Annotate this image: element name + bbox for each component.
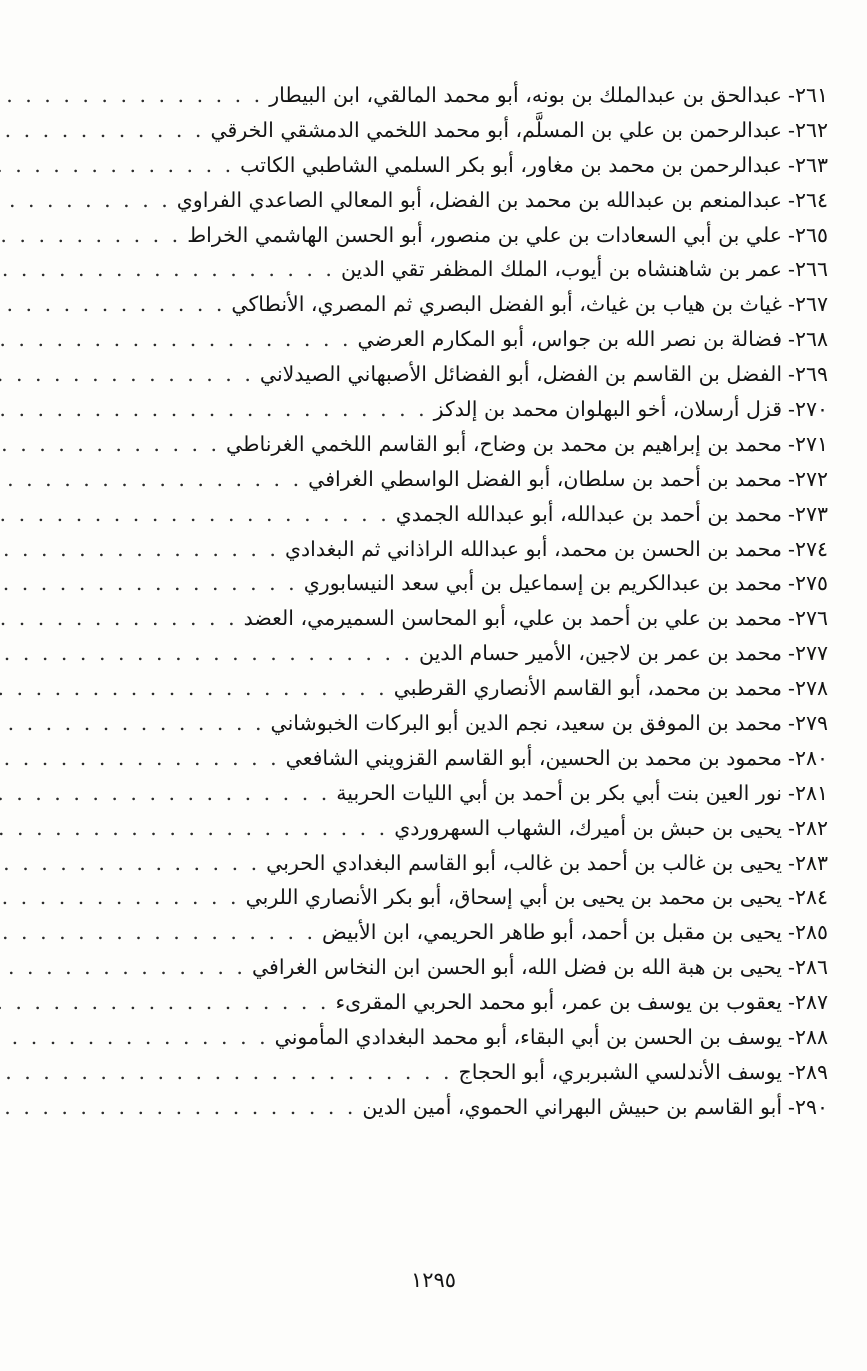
entry-title: علي بن أبي السعادات بن علي بن منصور، أبو الحسن الهاشمي الخراط xyxy=(187,222,783,247)
entry-number: ٢٧٣ xyxy=(794,501,828,526)
toc-entry xyxy=(88,1090,828,1125)
dot-leader xyxy=(0,706,265,741)
entry-dash: - xyxy=(788,501,795,526)
toc-entry xyxy=(88,252,828,287)
dot-leader xyxy=(0,462,302,497)
entry-dash: - xyxy=(788,885,795,910)
entry-number: ٢٧٧ xyxy=(794,641,828,666)
entry-title: عبدالرحمن بن علي بن المسلَّم، أبو محمد اللخمي الدمشقي الخرقي xyxy=(210,117,783,142)
entry-title: عبدالحق بن عبدالملك بن بونه، أبو محمد المالقي، ابن البيطار xyxy=(269,83,783,107)
entry-dash: - xyxy=(788,292,795,317)
entry-number: ٢٨١ xyxy=(794,780,828,805)
entry-number: ٢٧٩ xyxy=(794,711,828,736)
entry-title: أبو القاسم بن حبيش البهراني الحموي، أمين الدين xyxy=(362,1094,783,1119)
entry-dash: - xyxy=(788,815,795,840)
entry-title: يوسف بن الحسن بن أبي البقاء، أبو محمد البغدادي المأموني xyxy=(274,1025,783,1050)
entry-title: محمد بن الموفق بن سعيد، نجم الدين أبو البركات الخبوشاني xyxy=(270,711,783,736)
entry-dash: - xyxy=(788,990,795,1015)
entry-dash: - xyxy=(788,641,795,666)
entry-number: ٢٦٣ xyxy=(794,152,828,177)
entry-number: ٢٦٥ xyxy=(794,222,828,247)
entry-title: عبدالمنعم بن عبدالله بن محمد بن الفضل، أبو المعالي الصاعدي الفراوي xyxy=(176,187,783,212)
dot-leader xyxy=(0,392,428,427)
entry-dash: - xyxy=(788,850,795,875)
toc-entry xyxy=(88,462,828,497)
entry-dash: - xyxy=(788,1025,795,1050)
toc-entry xyxy=(88,218,828,253)
entry-title: الفضل بن القاسم بن الفضل، أبو الفضائل الأصبهاني الصيدلاني xyxy=(259,362,783,387)
entry-title: قزل أرسلان، أخو البهلوان محمد بن إلدكز xyxy=(433,397,783,422)
dot-leader xyxy=(0,252,335,287)
page-number: ١٢٩٥ xyxy=(410,1268,457,1292)
entry-title: عبدالرحمن بن محمد بن مغاور، أبو بكر السلمي الشاطبي الكاتب xyxy=(240,152,783,177)
dot-leader xyxy=(0,915,316,950)
entry-title: يعقوب بن يوسف بن عمر، أبو محمد الحربي المقرىء xyxy=(335,990,783,1015)
dot-leader xyxy=(0,811,388,846)
entry-title: غياث بن هياب بن غياث، أبو الفضل البصري ثم المصري، الأنطاكي xyxy=(231,292,783,317)
entry-number: ٢٦٧ xyxy=(794,292,828,317)
entry-number: ٢٨٤ xyxy=(794,885,828,910)
table-of-contents xyxy=(88,78,828,1125)
toc-entry xyxy=(88,950,828,985)
entry-number: ٢٧٦ xyxy=(794,606,828,631)
entry-title: عمر بن شاهنشاه بن أيوب، الملك المظفر تقي الدين xyxy=(340,257,783,282)
entry-number: ٢٨٠ xyxy=(794,745,828,770)
dot-leader xyxy=(0,950,246,985)
entry-dash: - xyxy=(788,571,795,596)
toc-entry xyxy=(88,148,828,183)
entry-title: محمد بن إبراهيم بن محمد بن وضاح، أبو القاسم اللخمي الغرناطي xyxy=(226,431,783,456)
toc-entry xyxy=(88,392,828,427)
toc-entry xyxy=(88,706,828,741)
toc-entry xyxy=(88,1020,828,1055)
toc-entry xyxy=(88,811,828,846)
toc-entry xyxy=(88,741,828,776)
toc-entry xyxy=(88,532,828,567)
dot-leader xyxy=(0,776,330,811)
entry-dash: - xyxy=(788,711,795,736)
entry-title: فضالة بن نصر الله بن جواس، أبو المكارم العرضي xyxy=(357,327,783,352)
entry-number: ٢٧٢ xyxy=(794,466,828,491)
toc-entry xyxy=(88,601,828,636)
dot-leader xyxy=(0,427,220,462)
entry-dash: - xyxy=(788,187,795,212)
entry-number: ٢٨٦ xyxy=(794,955,828,980)
toc-entry xyxy=(88,427,828,462)
toc-entry xyxy=(88,915,828,950)
dot-leader xyxy=(0,183,171,218)
entry-dash: - xyxy=(788,431,795,456)
entry-title: يحيى بن محمد بن يحيى بن أبي إسحاق، أبو بكر الأنصاري اللربي xyxy=(245,885,783,910)
entry-number: ٢٨٢ xyxy=(794,815,828,840)
entry-title: يحيى بن غالب بن أحمد بن غالب، أبو القاسم البغدادي الحربي xyxy=(266,850,783,875)
entry-number: ٢٨٣ xyxy=(794,850,828,875)
dot-leader xyxy=(0,636,413,671)
toc-entry xyxy=(88,671,828,706)
entry-dash: - xyxy=(788,536,795,561)
entry-number: ٢٨٨ xyxy=(794,1025,828,1050)
dot-leader xyxy=(0,1055,453,1090)
entry-title: محمد بن عبدالكريم بن إسماعيل بن أبي سعد النيسابوري xyxy=(303,571,783,596)
toc-entry xyxy=(88,497,828,532)
entry-dash: - xyxy=(788,117,795,142)
entry-number: ٢٧٠ xyxy=(794,397,828,422)
toc-entry xyxy=(88,880,828,915)
dot-leader xyxy=(0,78,263,113)
entry-number: ٢٦٢ xyxy=(794,117,828,142)
toc-entry xyxy=(88,776,828,811)
dot-leader xyxy=(0,148,234,183)
entry-title: يحيى بن حبش بن أميرك، الشهاب السهروردي xyxy=(394,815,783,840)
entry-number: ٢٦٤ xyxy=(794,187,828,212)
entry-number: ٢٦٩ xyxy=(794,362,828,387)
dot-leader xyxy=(0,322,352,357)
entry-number: ٢٦٦ xyxy=(794,257,828,282)
toc-entry xyxy=(88,636,828,671)
toc-entry xyxy=(88,985,828,1020)
entry-dash: - xyxy=(788,955,795,980)
entry-title: محمد بن الحسن بن محمد، أبو عبدالله الراذاني ثم البغدادي xyxy=(284,536,783,561)
entry-dash: - xyxy=(788,1059,795,1084)
entry-dash: - xyxy=(788,152,795,177)
entry-number: ٢٨٧ xyxy=(794,990,828,1015)
toc-entry xyxy=(88,183,828,218)
entry-number: ٢٧٨ xyxy=(794,676,828,701)
entry-title: محمود بن محمد بن الحسين، أبو القاسم القزويني الشافعي xyxy=(285,745,783,770)
entry-title: يحيى بن مقبل بن أحمد، أبو طاهر الحريمي، ابن الأبيض xyxy=(322,920,783,945)
dot-leader xyxy=(0,497,390,532)
entry-title: يوسف الأندلسي الشبربري، أبو الحجاج xyxy=(458,1059,783,1084)
toc-entry xyxy=(88,78,828,113)
entry-title: يحيى بن هبة الله بن فضل الله، أبو الحسن ابن النخاس الغرافي xyxy=(251,955,783,980)
dot-leader xyxy=(0,1090,356,1125)
dot-leader xyxy=(0,1020,269,1055)
dot-leader xyxy=(0,357,254,392)
dot-leader xyxy=(0,532,279,567)
entry-number: ٢٧١ xyxy=(794,431,828,456)
entry-number: ٢٨٥ xyxy=(794,920,828,945)
dot-leader xyxy=(0,741,280,776)
entry-title: محمد بن أحمد بن عبدالله، أبو عبدالله الجمدي xyxy=(395,501,783,526)
dot-leader xyxy=(0,566,298,601)
dot-leader xyxy=(0,601,238,636)
entry-title: نور العين بنت أبي بكر بن أحمد بن أبي الليات الحربية xyxy=(336,780,783,805)
dot-leader xyxy=(0,671,388,706)
entry-dash: - xyxy=(788,920,795,945)
toc-entry xyxy=(88,1055,828,1090)
dot-leader xyxy=(0,846,260,881)
entry-dash: - xyxy=(788,327,795,352)
entry-number: ٢٩٠ xyxy=(794,1094,828,1119)
entry-dash: - xyxy=(788,83,795,107)
toc-entry xyxy=(88,357,828,392)
entry-dash: - xyxy=(788,676,795,701)
entry-dash: - xyxy=(788,1094,795,1119)
entry-number: ٢٦١ xyxy=(794,83,828,107)
entry-number: ٢٨٩ xyxy=(794,1059,828,1084)
dot-leader xyxy=(0,985,329,1020)
entry-dash: - xyxy=(788,606,795,631)
entry-dash: - xyxy=(788,397,795,422)
entry-number: ٢٧٤ xyxy=(794,536,828,561)
toc-entry xyxy=(88,113,828,148)
dot-leader xyxy=(0,113,204,148)
entry-dash: - xyxy=(788,362,795,387)
toc-entry xyxy=(88,322,828,357)
dot-leader xyxy=(0,287,225,322)
entry-title: محمد بن عمر بن لاجين، الأمير حسام الدين xyxy=(419,641,783,666)
entry-dash: - xyxy=(788,257,795,282)
dot-leader xyxy=(0,218,181,253)
entry-title: محمد بن أحمد بن سلطان، أبو الفضل الواسطي الغرافي xyxy=(308,466,783,491)
entry-dash: - xyxy=(788,466,795,491)
entry-dash: - xyxy=(788,222,795,247)
entry-number: ٢٧٥ xyxy=(794,571,828,596)
entry-title: محمد بن محمد، أبو القاسم الأنصاري القرطبي xyxy=(393,676,783,701)
entry-dash: - xyxy=(788,745,795,770)
toc-entry xyxy=(88,287,828,322)
entry-dash: - xyxy=(788,780,795,805)
entry-title: محمد بن علي بن أحمد بن علي، أبو المحاسن السميرمي، العضد xyxy=(243,606,783,631)
entry-number: ٢٦٨ xyxy=(794,327,828,352)
toc-entry xyxy=(88,846,828,881)
toc-entry xyxy=(88,566,828,601)
dot-leader xyxy=(0,880,240,915)
